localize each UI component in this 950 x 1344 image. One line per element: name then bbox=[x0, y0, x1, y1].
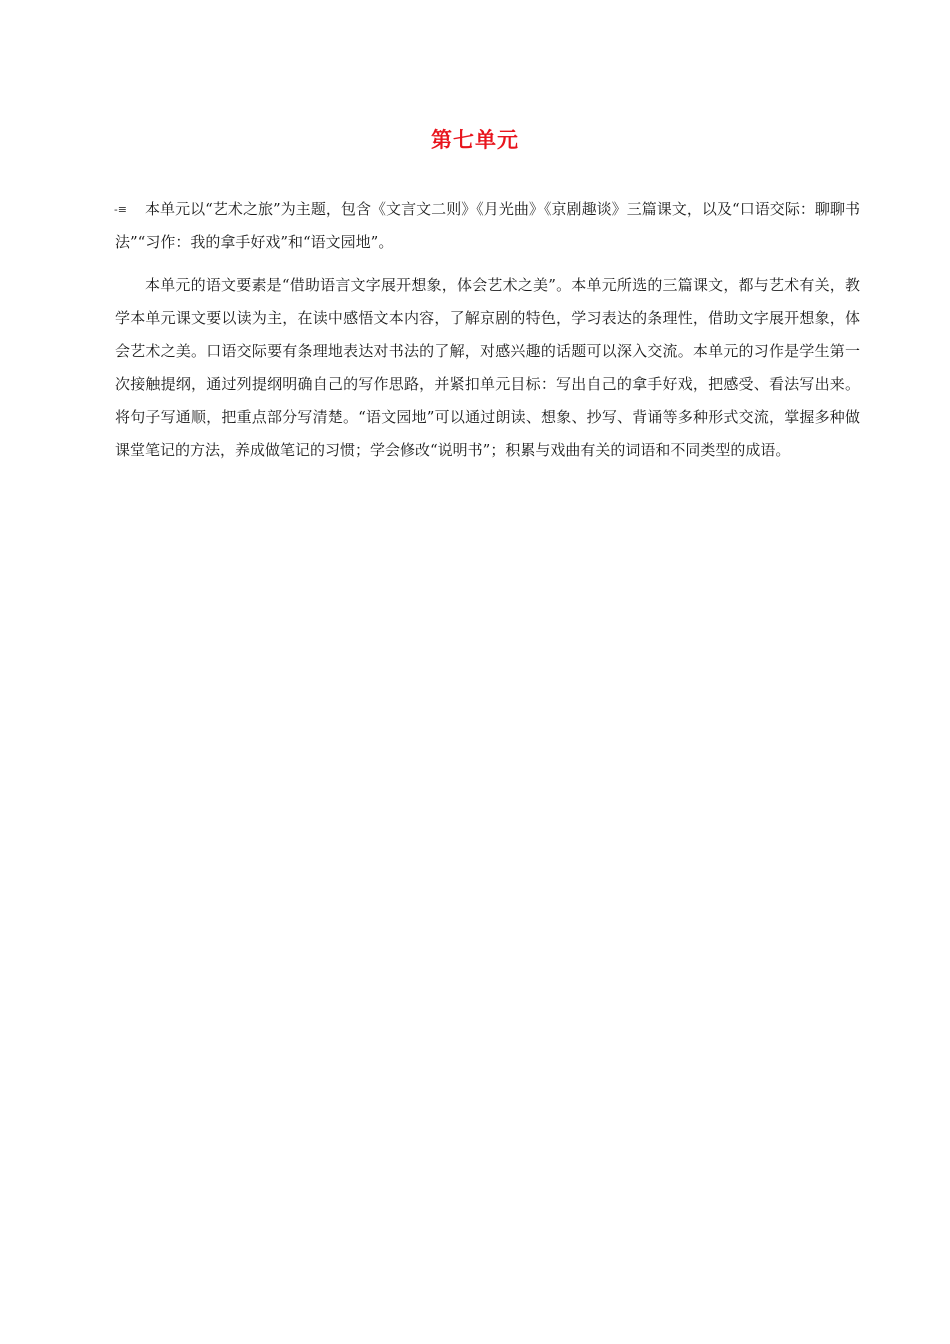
list-marker: -≡ bbox=[114, 203, 127, 216]
page-title: 第七单元 bbox=[431, 128, 519, 152]
paragraph-intro-text: 本单元以“艺术之旅”为主题，包含《文言文二则》《月光曲》《京剧趣谈》三篇课文，以及“口语交际：聊聊书法”“习作：我的拿手好戏”和“语文园地”。 bbox=[115, 200, 860, 251]
paragraph-intro bbox=[115, 193, 860, 259]
document-body bbox=[115, 193, 860, 467]
paragraph-elements: 本单元的语文要素是“借助语言文字展开想象，体会艺术之美”。本单元所选的三篇课文，都与艺术有关，教学本单元课文要以读为主，在读中感悟文本内容，了解京剧的特色，学习表达的条理性，借助文字展开想象，体会艺术之美。口语交际要有条理地表达对书法的了解，对感兴趣的话题可以深入交流。本单元的习作是学生第一次接触提纲，通过列提纲明确自己的写作思路，并紧扣单元目标：写出自己的拿手好戏，把感受、看法写出来。将句子写通顺，把重点部分写清楚。“语文园地”可以通过朗读、想象、抄写、背诵等多种形式交流，掌握多种做课堂笔记的方法，养成做笔记的习惯；学会修改“说明书”；积累与戏曲有关的词语和不同类型的成语。 bbox=[115, 276, 860, 459]
